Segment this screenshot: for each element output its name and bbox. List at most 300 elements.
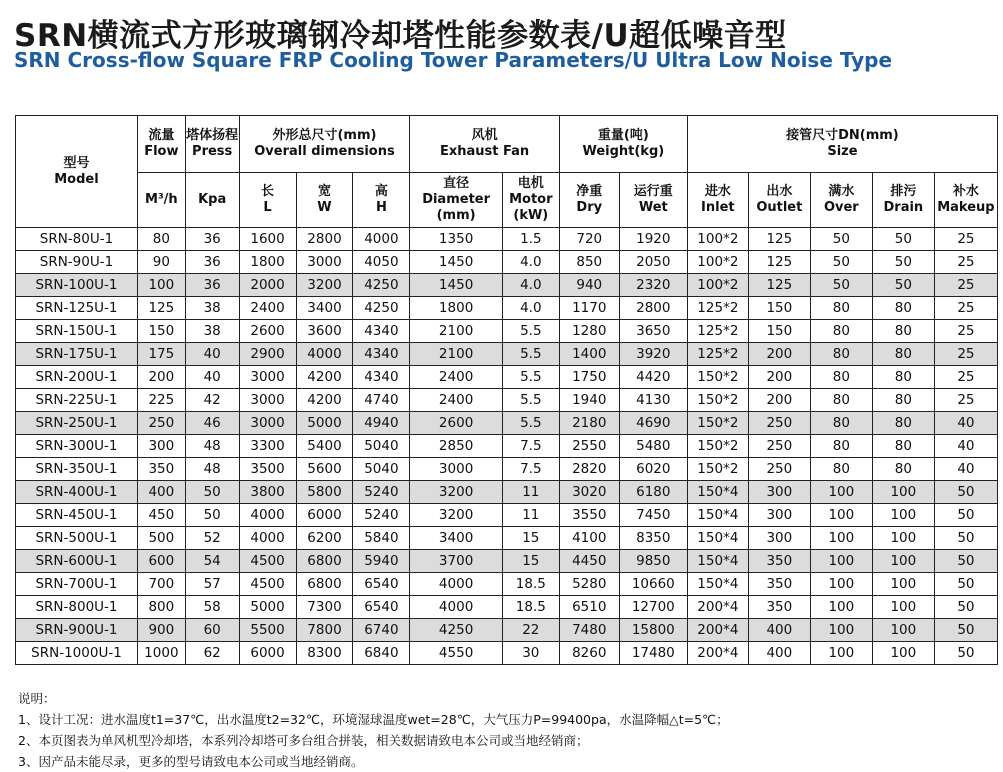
header-press: 塔体扬程 Press — [185, 116, 239, 173]
cell-motor: 18.5 — [502, 596, 559, 619]
cell-outlet: 300 — [748, 527, 810, 550]
cell-over: 100 — [810, 550, 872, 573]
cell-drain: 80 — [872, 412, 934, 435]
cell-drain: 50 — [872, 228, 934, 251]
table-row — [16, 297, 998, 320]
cell-width: 3000 — [296, 251, 353, 274]
cell-makeup: 40 — [934, 435, 997, 458]
cell-flow: 350 — [137, 458, 185, 481]
header-diameter: 直径 Diameter (mm) — [410, 173, 502, 228]
cell-press: 52 — [185, 527, 239, 550]
cell-width: 5000 — [296, 412, 353, 435]
cell-width: 6800 — [296, 550, 353, 573]
cell-over: 80 — [810, 389, 872, 412]
cell-model: SRN-800U-1 — [16, 596, 138, 619]
cell-drain: 80 — [872, 389, 934, 412]
cell-makeup: 25 — [934, 366, 997, 389]
cell-over: 100 — [810, 596, 872, 619]
cell-diameter: 4000 — [410, 596, 502, 619]
header-flow: 流量 Flow — [137, 116, 185, 173]
cell-press: 60 — [185, 619, 239, 642]
cell-outlet: 250 — [748, 412, 810, 435]
cell-drain: 80 — [872, 320, 934, 343]
cell-model: SRN-300U-1 — [16, 435, 138, 458]
cell-model: SRN-225U-1 — [16, 389, 138, 412]
cell-length: 1800 — [239, 251, 296, 274]
cell-diameter: 4550 — [410, 642, 502, 665]
cell-makeup: 25 — [934, 320, 997, 343]
table-row — [16, 228, 998, 251]
cell-motor: 11 — [502, 504, 559, 527]
cell-press: 50 — [185, 481, 239, 504]
cell-model: SRN-175U-1 — [16, 343, 138, 366]
cell-model: SRN-150U-1 — [16, 320, 138, 343]
cell-motor: 4.0 — [502, 297, 559, 320]
cell-diameter: 3000 — [410, 458, 502, 481]
header-dry-weight: 净重 Dry — [559, 173, 619, 228]
cell-motor: 18.5 — [502, 573, 559, 596]
cell-drain: 100 — [872, 596, 934, 619]
parameters-table — [15, 115, 998, 665]
cell-makeup: 50 — [934, 642, 997, 665]
cell-inlet: 100*2 — [687, 274, 748, 297]
cell-inlet: 150*2 — [687, 458, 748, 481]
cell-outlet: 125 — [748, 274, 810, 297]
cell-height: 5940 — [353, 550, 410, 573]
cell-width: 3400 — [296, 297, 353, 320]
cell-outlet: 150 — [748, 297, 810, 320]
cell-drain: 50 — [872, 251, 934, 274]
cell-dry-weight: 720 — [559, 228, 619, 251]
cell-wet-weight: 2320 — [619, 274, 687, 297]
cell-over: 80 — [810, 458, 872, 481]
note-line-1: 1、设计工况：进水温度t1=37℃，出水温度t2=32℃，环境湿球温度wet=28℃，大气压力P=99400pa，水温降幅△t=5℃； — [18, 712, 729, 727]
cell-model: SRN-125U-1 — [16, 297, 138, 320]
cell-dry-weight: 1400 — [559, 343, 619, 366]
cell-wet-weight: 2050 — [619, 251, 687, 274]
header-drain: 排污 Drain — [872, 173, 934, 228]
cell-height: 4740 — [353, 389, 410, 412]
header-overall-dimensions: 外形总尺寸(mm) Overall dimensions — [239, 116, 410, 173]
cell-dry-weight: 5280 — [559, 573, 619, 596]
cell-makeup: 40 — [934, 412, 997, 435]
cell-diameter: 2850 — [410, 435, 502, 458]
header-exhaust-fan: 风机 Exhaust Fan — [410, 116, 559, 173]
cell-motor: 4.0 — [502, 274, 559, 297]
cell-length: 3300 — [239, 435, 296, 458]
cell-inlet: 150*2 — [687, 389, 748, 412]
cell-drain: 80 — [872, 343, 934, 366]
header-inlet: 进水 Inlet — [687, 173, 748, 228]
cell-wet-weight: 4690 — [619, 412, 687, 435]
cell-wet-weight: 4420 — [619, 366, 687, 389]
cell-motor: 11 — [502, 481, 559, 504]
header-length: 长 L — [239, 173, 296, 228]
cell-makeup: 50 — [934, 481, 997, 504]
cell-over: 100 — [810, 619, 872, 642]
cell-length: 2400 — [239, 297, 296, 320]
cell-length: 5500 — [239, 619, 296, 642]
cell-outlet: 350 — [748, 573, 810, 596]
cell-makeup: 50 — [934, 504, 997, 527]
cell-dry-weight: 850 — [559, 251, 619, 274]
cell-press: 57 — [185, 573, 239, 596]
cell-model: SRN-250U-1 — [16, 412, 138, 435]
cell-diameter: 4000 — [410, 573, 502, 596]
cell-makeup: 25 — [934, 343, 997, 366]
cell-drain: 80 — [872, 366, 934, 389]
table-row — [16, 412, 998, 435]
cell-dry-weight: 4100 — [559, 527, 619, 550]
cell-makeup: 25 — [934, 251, 997, 274]
cell-inlet: 150*4 — [687, 481, 748, 504]
header-weight: 重量(吨) Weight(kg) — [559, 116, 687, 173]
cell-height: 4340 — [353, 366, 410, 389]
cell-makeup: 40 — [934, 458, 997, 481]
cell-diameter: 2100 — [410, 343, 502, 366]
cell-diameter: 2100 — [410, 320, 502, 343]
header-row-2 — [16, 173, 998, 228]
cell-makeup: 25 — [934, 389, 997, 412]
cell-makeup: 50 — [934, 550, 997, 573]
cell-drain: 100 — [872, 619, 934, 642]
cell-over: 80 — [810, 412, 872, 435]
cell-over: 100 — [810, 573, 872, 596]
cell-model: SRN-450U-1 — [16, 504, 138, 527]
cell-wet-weight: 12700 — [619, 596, 687, 619]
table-row — [16, 619, 998, 642]
table-row — [16, 573, 998, 596]
cell-outlet: 400 — [748, 642, 810, 665]
cell-dry-weight: 940 — [559, 274, 619, 297]
cell-dry-weight: 3020 — [559, 481, 619, 504]
cell-width: 6200 — [296, 527, 353, 550]
cell-flow: 175 — [137, 343, 185, 366]
table-row — [16, 389, 998, 412]
cell-drain: 100 — [872, 550, 934, 573]
cell-flow: 300 — [137, 435, 185, 458]
cell-flow: 250 — [137, 412, 185, 435]
cell-makeup: 25 — [934, 228, 997, 251]
cell-outlet: 125 — [748, 251, 810, 274]
cell-drain: 100 — [872, 642, 934, 665]
cell-outlet: 300 — [748, 504, 810, 527]
cell-model: SRN-200U-1 — [16, 366, 138, 389]
cell-width: 5800 — [296, 481, 353, 504]
cell-wet-weight: 10660 — [619, 573, 687, 596]
cell-flow: 600 — [137, 550, 185, 573]
cell-press: 54 — [185, 550, 239, 573]
cell-length: 2900 — [239, 343, 296, 366]
cell-motor: 4.0 — [502, 251, 559, 274]
table-row — [16, 435, 998, 458]
cell-diameter: 2600 — [410, 412, 502, 435]
cell-wet-weight: 6180 — [619, 481, 687, 504]
cell-inlet: 150*4 — [687, 504, 748, 527]
cell-wet-weight: 15800 — [619, 619, 687, 642]
cell-model: SRN-100U-1 — [16, 274, 138, 297]
cell-height: 4050 — [353, 251, 410, 274]
cell-motor: 5.5 — [502, 389, 559, 412]
cell-diameter: 2400 — [410, 389, 502, 412]
cell-model: SRN-90U-1 — [16, 251, 138, 274]
cell-width: 5400 — [296, 435, 353, 458]
cell-over: 100 — [810, 504, 872, 527]
cell-motor: 1.5 — [502, 228, 559, 251]
cell-flow: 1000 — [137, 642, 185, 665]
cell-flow: 225 — [137, 389, 185, 412]
table-row — [16, 527, 998, 550]
cell-height: 5240 — [353, 504, 410, 527]
header-motor: 电机 Motor (kW) — [502, 173, 559, 228]
cell-width: 5600 — [296, 458, 353, 481]
cell-dry-weight: 2820 — [559, 458, 619, 481]
page-subtitle: SRN Cross-flow Square FRP Cooling Tower Parameters/U Ultra Low Noise Type — [14, 48, 893, 72]
notes — [18, 688, 729, 772]
page-title: SRN横流式方形玻璃钢冷却塔性能参数表/U超低噪音型 — [14, 18, 787, 54]
cell-drain: 100 — [872, 481, 934, 504]
cell-diameter: 1350 — [410, 228, 502, 251]
table-row — [16, 458, 998, 481]
cell-flow: 100 — [137, 274, 185, 297]
cell-press: 42 — [185, 389, 239, 412]
table-row — [16, 596, 998, 619]
cell-drain: 100 — [872, 527, 934, 550]
cell-wet-weight: 3920 — [619, 343, 687, 366]
cell-model: SRN-400U-1 — [16, 481, 138, 504]
cell-model: SRN-900U-1 — [16, 619, 138, 642]
cell-drain: 80 — [872, 435, 934, 458]
cell-outlet: 350 — [748, 550, 810, 573]
cell-inlet: 150*4 — [687, 527, 748, 550]
cell-over: 80 — [810, 435, 872, 458]
cell-makeup: 25 — [934, 297, 997, 320]
cell-dry-weight: 3550 — [559, 504, 619, 527]
cell-drain: 100 — [872, 573, 934, 596]
table-row — [16, 320, 998, 343]
cell-motor: 7.5 — [502, 435, 559, 458]
cell-model: SRN-600U-1 — [16, 550, 138, 573]
cell-model: SRN-700U-1 — [16, 573, 138, 596]
table-row — [16, 251, 998, 274]
cell-inlet: 125*2 — [687, 343, 748, 366]
cell-width: 8300 — [296, 642, 353, 665]
cell-outlet: 200 — [748, 366, 810, 389]
cell-over: 80 — [810, 297, 872, 320]
cell-height: 4340 — [353, 343, 410, 366]
cell-over: 100 — [810, 481, 872, 504]
cell-over: 80 — [810, 320, 872, 343]
cell-height: 5040 — [353, 435, 410, 458]
header-outlet: 出水 Outlet — [748, 173, 810, 228]
table-row — [16, 366, 998, 389]
cell-wet-weight: 8350 — [619, 527, 687, 550]
header-width: 宽 W — [296, 173, 353, 228]
header-model: 型号 Model — [16, 116, 138, 228]
notes-heading: 说明： — [18, 691, 56, 706]
cell-flow: 500 — [137, 527, 185, 550]
cell-makeup: 25 — [934, 274, 997, 297]
cell-length: 4500 — [239, 550, 296, 573]
cell-length: 4000 — [239, 527, 296, 550]
cell-length: 3800 — [239, 481, 296, 504]
cell-makeup: 50 — [934, 527, 997, 550]
cell-length: 3000 — [239, 412, 296, 435]
cell-dry-weight: 1280 — [559, 320, 619, 343]
cell-over: 80 — [810, 366, 872, 389]
cell-diameter: 3200 — [410, 504, 502, 527]
cell-motor: 5.5 — [502, 366, 559, 389]
cell-press: 46 — [185, 412, 239, 435]
cell-flow: 800 — [137, 596, 185, 619]
cell-width: 4200 — [296, 389, 353, 412]
cell-outlet: 350 — [748, 596, 810, 619]
cell-outlet: 125 — [748, 228, 810, 251]
cell-height: 4250 — [353, 297, 410, 320]
cell-height: 6540 — [353, 596, 410, 619]
cell-inlet: 100*2 — [687, 228, 748, 251]
cell-inlet: 150*4 — [687, 573, 748, 596]
cell-diameter: 3200 — [410, 481, 502, 504]
cell-over: 50 — [810, 228, 872, 251]
cell-height: 5040 — [353, 458, 410, 481]
cell-length: 4500 — [239, 573, 296, 596]
cell-motor: 5.5 — [502, 343, 559, 366]
cell-width: 4200 — [296, 366, 353, 389]
cell-height: 4000 — [353, 228, 410, 251]
cell-diameter: 3700 — [410, 550, 502, 573]
cell-drain: 100 — [872, 504, 934, 527]
table-row — [16, 504, 998, 527]
cell-outlet: 250 — [748, 435, 810, 458]
cell-wet-weight: 5480 — [619, 435, 687, 458]
header-flow-unit: M³/h — [137, 173, 185, 228]
cell-over: 50 — [810, 251, 872, 274]
cell-makeup: 50 — [934, 619, 997, 642]
cell-over: 80 — [810, 343, 872, 366]
cell-height: 6540 — [353, 573, 410, 596]
cell-dry-weight: 2550 — [559, 435, 619, 458]
cell-drain: 80 — [872, 458, 934, 481]
cell-inlet: 150*2 — [687, 435, 748, 458]
cell-outlet: 250 — [748, 458, 810, 481]
cell-flow: 150 — [137, 320, 185, 343]
cell-height: 5840 — [353, 527, 410, 550]
cell-over: 50 — [810, 274, 872, 297]
cell-inlet: 150*2 — [687, 366, 748, 389]
cell-width: 7800 — [296, 619, 353, 642]
cell-dry-weight: 1940 — [559, 389, 619, 412]
header-row-1 — [16, 116, 998, 173]
cell-motor: 30 — [502, 642, 559, 665]
note-line-3: 3、因产品未能尽录，更多的型号请致电本公司或当地经销商。 — [18, 754, 364, 769]
header-wet-weight: 运行重 Wet — [619, 173, 687, 228]
cell-model: SRN-350U-1 — [16, 458, 138, 481]
cell-height: 6840 — [353, 642, 410, 665]
cell-length: 2600 — [239, 320, 296, 343]
cell-wet-weight: 7450 — [619, 504, 687, 527]
header-press-unit: Kpa — [185, 173, 239, 228]
cell-diameter: 2400 — [410, 366, 502, 389]
cell-length: 4000 — [239, 504, 296, 527]
cell-press: 36 — [185, 251, 239, 274]
table-body — [16, 228, 998, 665]
cell-makeup: 50 — [934, 573, 997, 596]
cell-width: 3200 — [296, 274, 353, 297]
cell-drain: 80 — [872, 297, 934, 320]
cell-press: 62 — [185, 642, 239, 665]
cell-diameter: 3400 — [410, 527, 502, 550]
cell-model: SRN-500U-1 — [16, 527, 138, 550]
cell-flow: 200 — [137, 366, 185, 389]
cell-wet-weight: 3650 — [619, 320, 687, 343]
cell-length: 3000 — [239, 366, 296, 389]
cell-motor: 5.5 — [502, 320, 559, 343]
cell-length: 3500 — [239, 458, 296, 481]
cell-inlet: 200*4 — [687, 619, 748, 642]
table-row — [16, 481, 998, 504]
cell-flow: 450 — [137, 504, 185, 527]
cell-wet-weight: 1920 — [619, 228, 687, 251]
cell-dry-weight: 6510 — [559, 596, 619, 619]
cell-width: 7300 — [296, 596, 353, 619]
cell-press: 48 — [185, 435, 239, 458]
cell-wet-weight: 4130 — [619, 389, 687, 412]
note-line-2: 2、本页图表为单风机型冷却塔，本系列冷却塔可多台组合拼装，相关数据请致电本公司或当地经销商； — [18, 733, 589, 748]
cell-outlet: 300 — [748, 481, 810, 504]
cell-flow: 400 — [137, 481, 185, 504]
table-row — [16, 343, 998, 366]
cell-flow: 900 — [137, 619, 185, 642]
cell-press: 36 — [185, 228, 239, 251]
table-row — [16, 274, 998, 297]
cell-length: 6000 — [239, 642, 296, 665]
cell-outlet: 200 — [748, 389, 810, 412]
cell-inlet: 125*2 — [687, 297, 748, 320]
cell-width: 2800 — [296, 228, 353, 251]
cell-model: SRN-1000U-1 — [16, 642, 138, 665]
cell-dry-weight: 1750 — [559, 366, 619, 389]
cell-motor: 15 — [502, 550, 559, 573]
cell-inlet: 200*4 — [687, 642, 748, 665]
cell-wet-weight: 9850 — [619, 550, 687, 573]
cell-press: 50 — [185, 504, 239, 527]
cell-dry-weight: 8260 — [559, 642, 619, 665]
cell-motor: 15 — [502, 527, 559, 550]
cell-motor: 7.5 — [502, 458, 559, 481]
cell-press: 48 — [185, 458, 239, 481]
cell-press: 40 — [185, 343, 239, 366]
cell-width: 6800 — [296, 573, 353, 596]
header-makeup: 补水 Makeup — [934, 173, 997, 228]
header-over: 满水 Over — [810, 173, 872, 228]
cell-dry-weight: 1170 — [559, 297, 619, 320]
cell-height: 4250 — [353, 274, 410, 297]
cell-diameter: 1800 — [410, 297, 502, 320]
cell-over: 100 — [810, 527, 872, 550]
cell-press: 38 — [185, 320, 239, 343]
cell-press: 36 — [185, 274, 239, 297]
cell-dry-weight: 4450 — [559, 550, 619, 573]
cell-flow: 700 — [137, 573, 185, 596]
cell-height: 5240 — [353, 481, 410, 504]
cell-wet-weight: 2800 — [619, 297, 687, 320]
table-row — [16, 550, 998, 573]
cell-width: 4000 — [296, 343, 353, 366]
cell-drain: 50 — [872, 274, 934, 297]
cell-height: 4340 — [353, 320, 410, 343]
cell-press: 58 — [185, 596, 239, 619]
